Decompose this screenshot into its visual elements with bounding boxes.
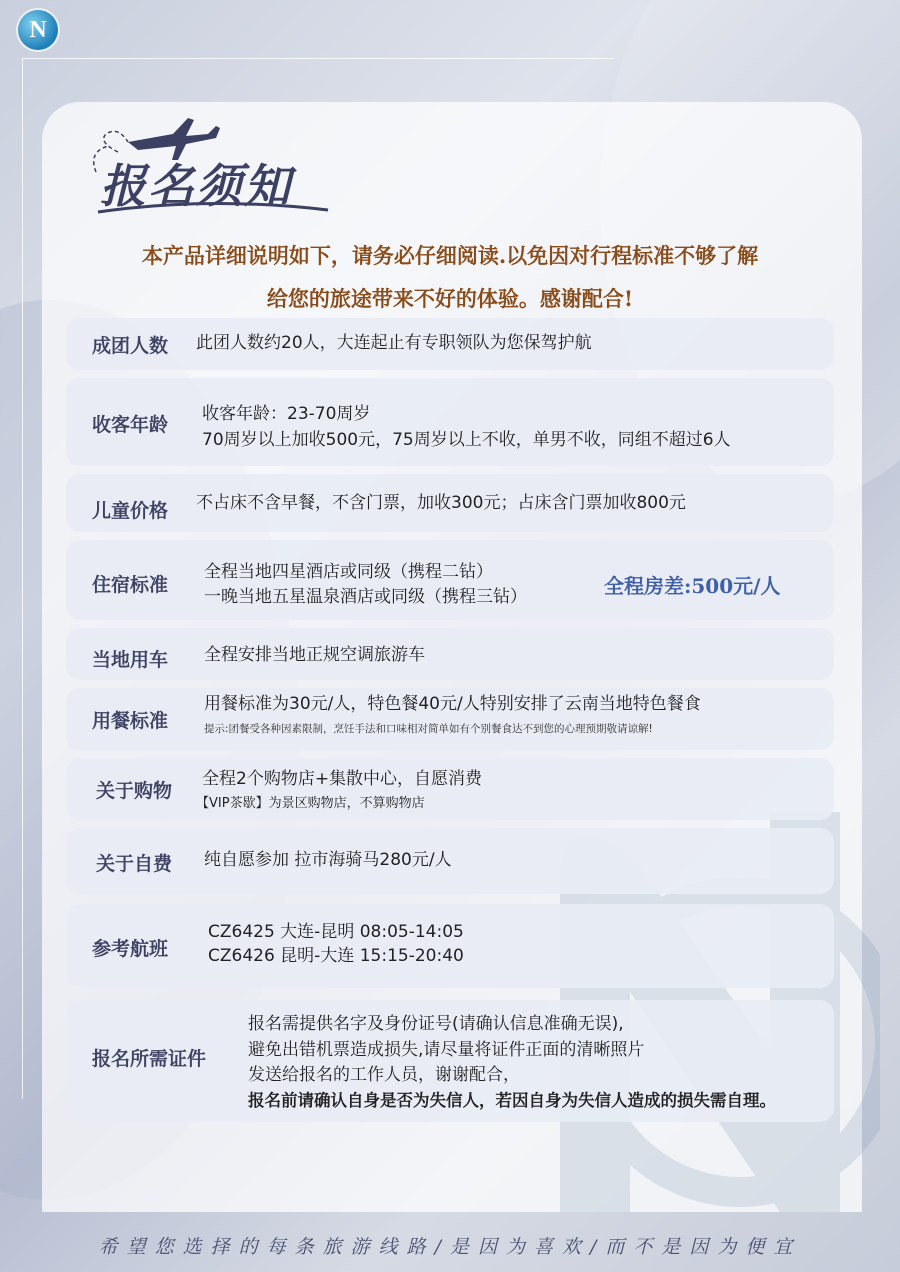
row-label: 当地用车 xyxy=(92,649,169,671)
intro-line-1: 本产品详细说明如下，请务必仔细阅读.以免因对行程标准不够了解 xyxy=(141,243,759,268)
row-text: 全程当地四星酒店或同级（携程二钻） xyxy=(204,562,493,582)
row-text: 一晚当地五星温泉酒店或同级（携程三钻） xyxy=(204,587,527,607)
row-text: 【VIP茶歇】为景区购物店，不算购物店 xyxy=(196,796,425,811)
row-label: 儿童价格 xyxy=(92,500,169,522)
row-flight xyxy=(66,904,834,988)
row-label: 报名所需证件 xyxy=(92,1048,207,1070)
row-shopping xyxy=(66,758,834,820)
row-text: 不占床不含早餐，不含门票，加收300元；占床含门票加收800元 xyxy=(196,493,686,513)
footer-slogan: 希望您选择的每条旅游线路/是因为喜欢/而不是因为便宜 xyxy=(98,1236,802,1258)
row-hotel xyxy=(66,540,834,620)
row-label: 关于购物 xyxy=(96,780,173,802)
row-text: CZ6426 昆明-大连 15:15-20:40 xyxy=(208,946,464,966)
row-age xyxy=(66,378,834,466)
row-text: 收客年龄：23-70周岁 xyxy=(202,404,371,424)
page-title: 报名须知 xyxy=(100,159,292,213)
row-group-size xyxy=(66,318,834,370)
row-text: 此团人数约20人，大连起止有专职领队为您保驾护航 xyxy=(196,333,592,353)
row-optional xyxy=(66,828,834,894)
row-text: 发送给报名的工作人员，谢谢配合， xyxy=(248,1065,520,1085)
row-text: 用餐标准为30元/人，特色餐40元/人特别安排了云南当地特色餐食 xyxy=(204,694,701,714)
row-text: CZ6425 大连-昆明 08:05-14:05 xyxy=(208,922,464,942)
row-label: 用餐标准 xyxy=(92,710,169,732)
row-child-price xyxy=(66,474,834,532)
brand-logo: N xyxy=(18,10,58,50)
row-label: 参考航班 xyxy=(92,938,169,960)
blacklist-warning: 报名前请确认自身是否为失信人，若因自身为失信人造成的损失需自理。 xyxy=(248,1091,776,1110)
row-text: 纯自愿参加 拉市海骑马280元/人 xyxy=(204,850,452,870)
meal-note: 提示:团餐受各种因素限制，烹饪手法和口味相对简单如有个别餐食达不到您的心理预期敬请谅解! xyxy=(204,723,653,735)
row-text: 报名需提供名字及身份证号(请确认信息准确无误), xyxy=(248,1014,624,1034)
row-documents xyxy=(66,1000,834,1122)
row-text: 70周岁以上加收500元，75周岁以上不收，单男不收，同组不超过6人 xyxy=(202,430,731,450)
row-text: 全程2个购物店+集散中心，自愿消费 xyxy=(202,769,483,789)
row-meal xyxy=(66,688,834,750)
row-transport xyxy=(66,628,834,680)
row-label: 成团人数 xyxy=(92,335,169,357)
row-label: 住宿标准 xyxy=(92,574,169,596)
intro-line-2: 给您的旅途带来不好的体验。感谢配合! xyxy=(266,286,634,311)
row-label: 关于自费 xyxy=(96,853,173,875)
row-label: 收客年龄 xyxy=(92,414,169,436)
row-text: 全程安排当地正规空调旅游车 xyxy=(204,645,425,665)
row-text: 避免出错机票造成损失,请尽量将证件正面的清晰照片 xyxy=(248,1040,645,1060)
room-difference-price: 全程房差:500元/人 xyxy=(604,574,781,598)
